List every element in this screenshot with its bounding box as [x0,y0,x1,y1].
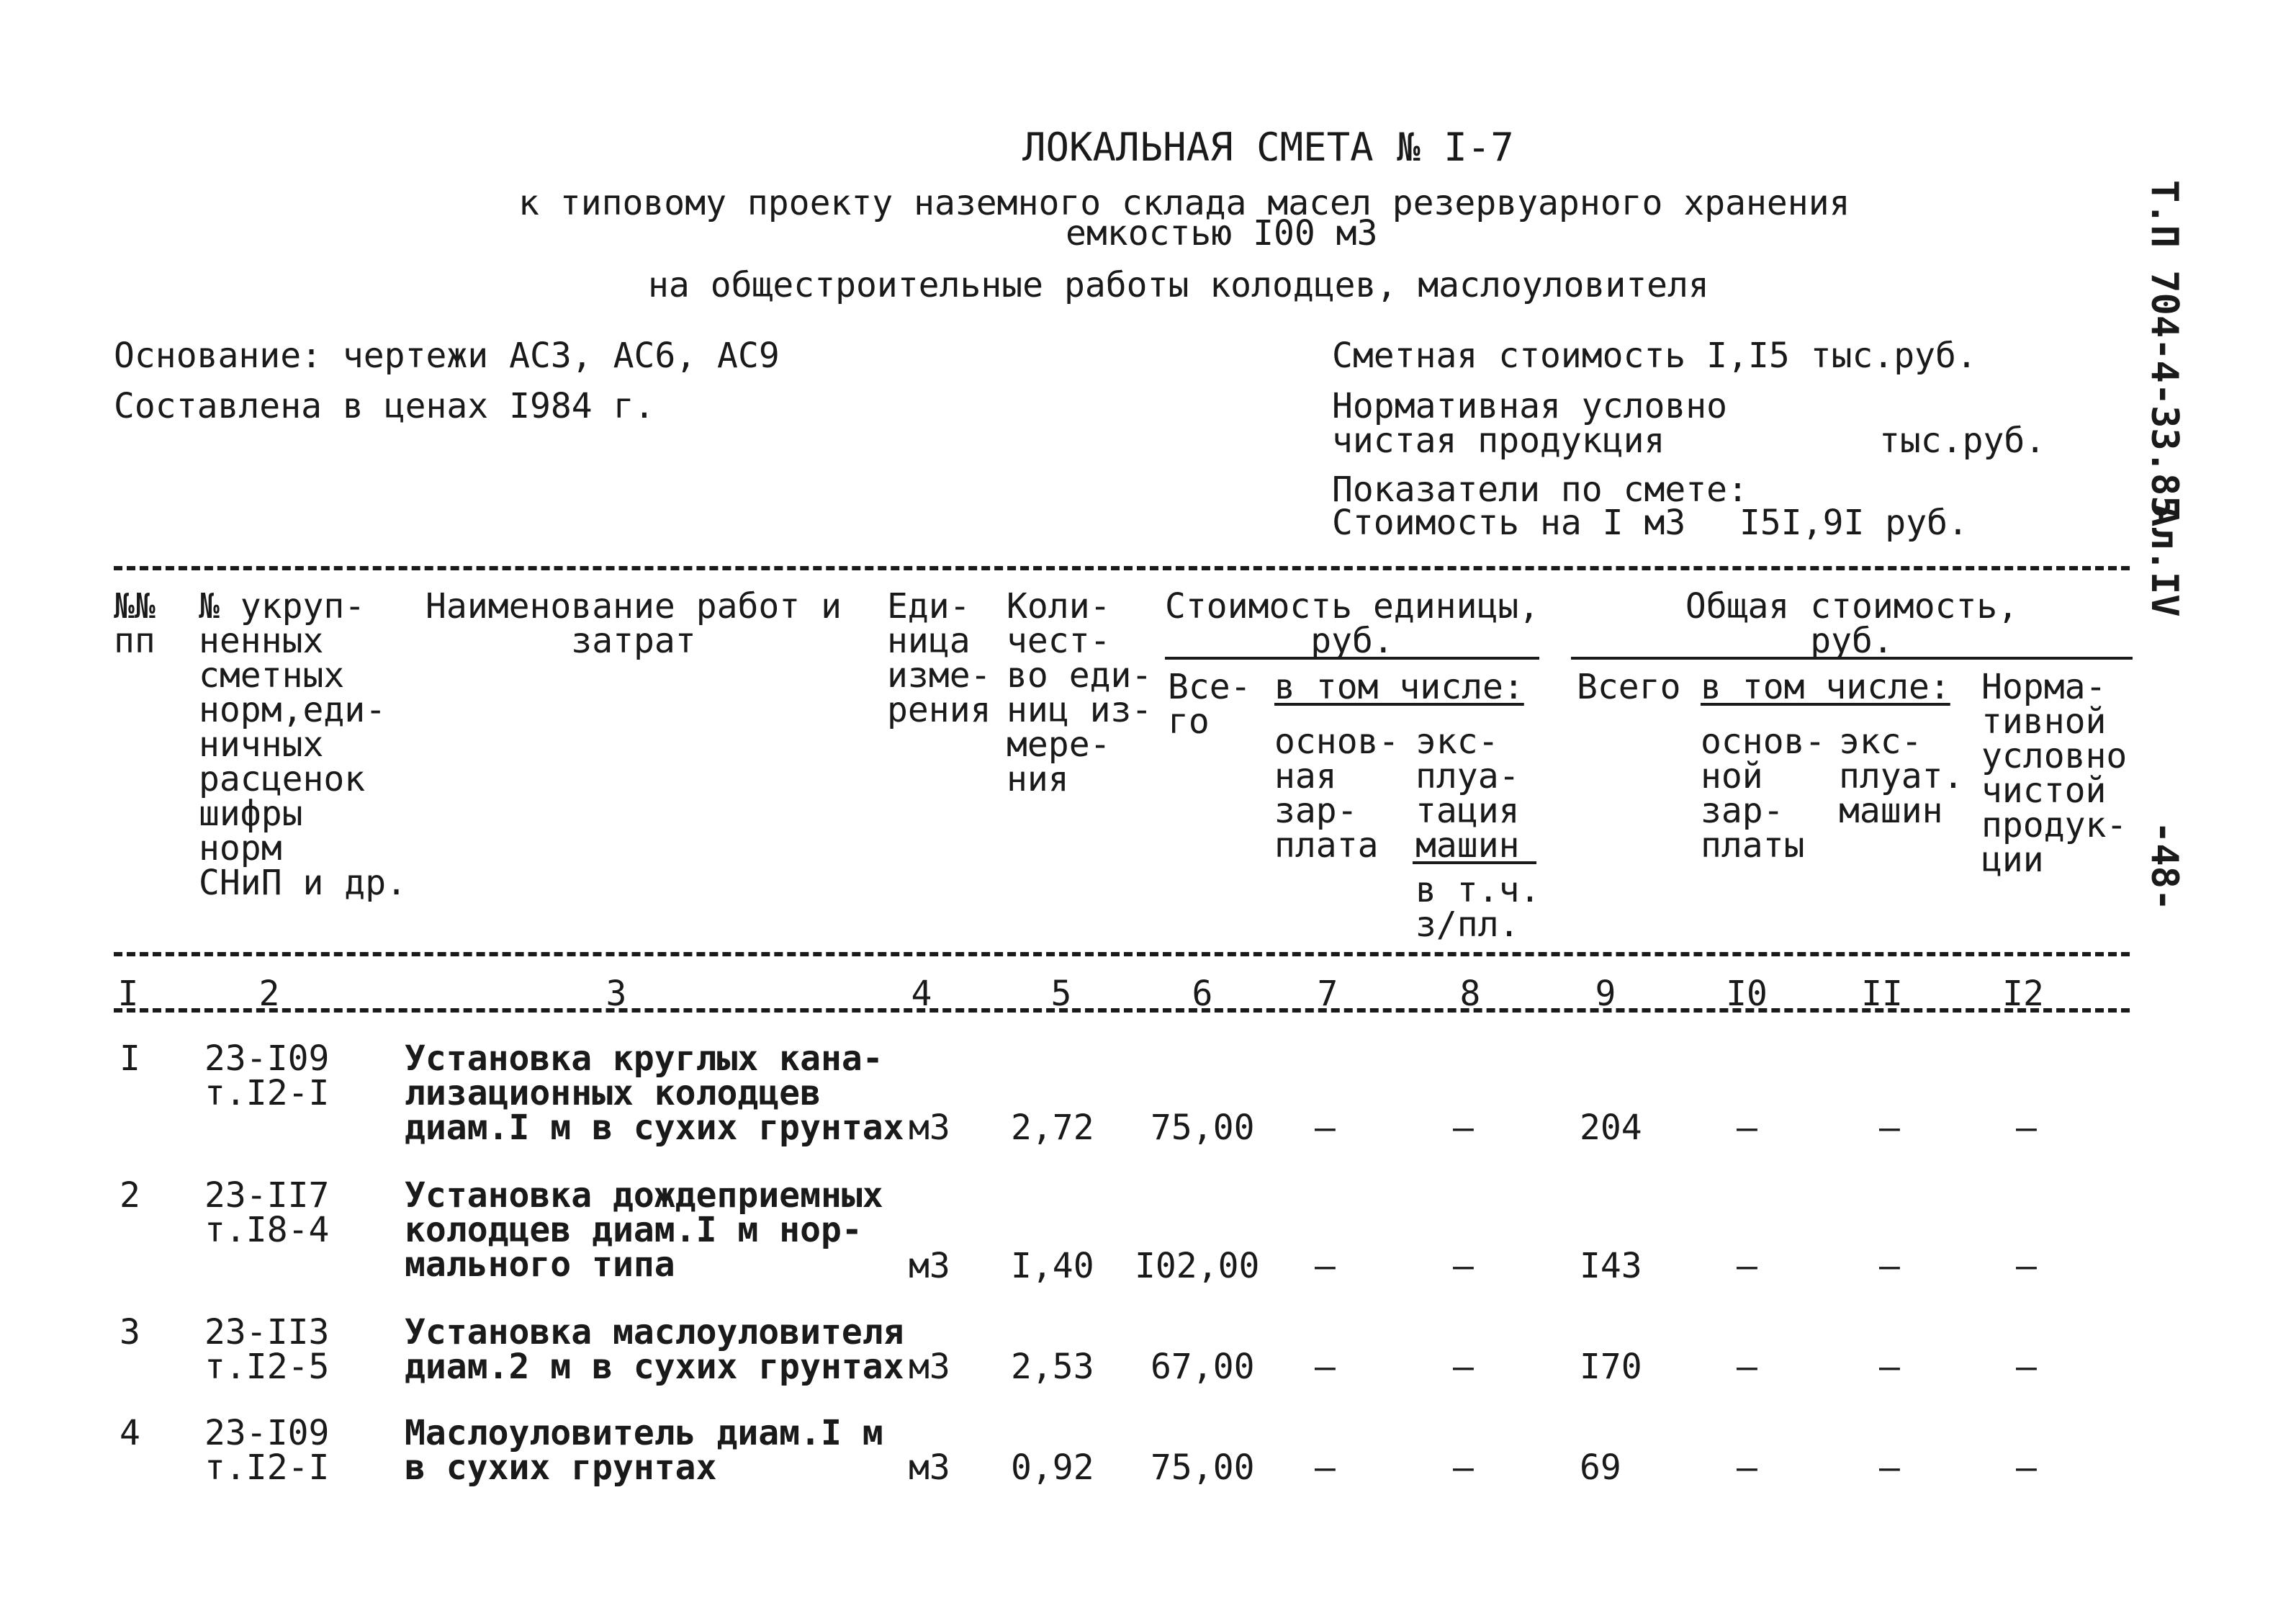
col-header-unit-machines: экс- плуа- тация машин [1415,722,1520,866]
row-code: 23-II7 т.I8-4 [204,1175,330,1250]
row-total: I70 [1580,1347,1642,1387]
col-header-code: № укруп- ненных сметных норм,еди- ничных расценок шифры норм СНиП и др. [199,586,407,903]
col-number: I [117,974,139,1014]
col-group-total-cost: Общая стоимость, [1685,586,2019,627]
row-code: 23-I09 т.I2-I [204,1038,330,1113]
unit-machines-rule [1413,861,1536,864]
row-total-wage: – [1737,1447,1757,1488]
estimated-cost: Сметная стоимость I,I5 тыс.руб. [1332,336,1977,376]
document-title: ЛОКАЛЬНАЯ СМЕТА № I-7 [1022,125,1514,170]
col-number: I0 [1726,974,1768,1014]
normative-label-2: чистая продукция [1332,421,1665,461]
col-number: I2 [2002,974,2044,1014]
col-header-total-nchp: Норма- тивной условно чистой продук- ции [1981,667,2128,880]
cost-per-label: Стоимость на I м3 [1332,503,1686,543]
row-unit-machines: – [1453,1347,1474,1387]
row-qty: 2,72 [1011,1108,1094,1148]
header-bottom-separator [114,952,2130,956]
row-unit-wage: – [1315,1246,1336,1286]
column-numbers-separator [114,1008,2130,1013]
row-unit-total: 75,00 [1151,1447,1255,1488]
row-name: Установка дождеприемных колодцев диам.I м нор- мального типа [405,1175,883,1285]
row-total: 69 [1580,1447,1621,1488]
col-header-unit-wage: основ- ная зар- плата [1274,722,1400,866]
page-number: -48- [2143,821,2186,912]
col-header-total: Всего [1577,667,1681,707]
col-header-total-machines: экс- плуат. машин [1839,722,1964,831]
col-header-unit-machines-wage: в т.ч. з/пл. [1415,870,1541,945]
row-total-machines: – [1879,1347,1900,1387]
row-name: Установка круглых кана- лизационных колодцев диам.I м в сухих грунтах [405,1038,904,1148]
row-unit: м3 [909,1108,950,1148]
row-total-nchp: – [2016,1447,2037,1488]
row-total-wage: – [1737,1347,1757,1387]
row-code: 23-II3 т.I2-5 [204,1312,330,1387]
row-total-wage: – [1737,1108,1757,1148]
row-unit-wage: – [1315,1108,1336,1148]
document-subtitle: к типовому проекту наземного склада масел резервуарного хранения [518,183,1850,223]
row-unit: м3 [909,1347,950,1387]
col-number: 3 [605,974,627,1014]
row-total-machines: – [1879,1246,1900,1286]
row-unit-total: I02,00 [1135,1246,1260,1286]
col-header-unit-total: Все- го [1168,667,1251,742]
header-top-separator [114,566,2130,570]
row-unit-total: 75,00 [1151,1108,1255,1148]
row-number: I [120,1038,140,1079]
unit-cost-group-rule [1165,657,1539,660]
row-unit: м3 [909,1246,950,1286]
normative-label-1: Нормативная условно [1332,386,1728,426]
col-number: 8 [1459,974,1481,1014]
col-group-unit-cost-currency: руб. [1310,621,1394,661]
col-number: 4 [911,974,932,1014]
col-number: 7 [1317,974,1338,1014]
row-unit-machines: – [1453,1447,1474,1488]
col-number: II [1861,974,1903,1014]
col-header-total-incl: в том числе: [1701,667,1950,707]
col-header-total-wage: основ- ной зар- платы [1701,722,1826,866]
row-total-nchp: – [2016,1347,2037,1387]
row-unit-machines: – [1453,1108,1474,1148]
row-number: 2 [120,1175,140,1216]
indicators-title: Показатели по смете: [1332,470,1748,510]
prices-line: Составлена в ценах I984 г. [114,386,655,426]
row-total-wage: – [1737,1246,1757,1286]
row-total-nchp: – [2016,1246,2037,1286]
row-unit-machines: – [1453,1246,1474,1286]
col-group-total-cost-currency: руб. [1810,621,1894,661]
album-label: Ал.IV [2143,504,2186,617]
row-unit-wage: – [1315,1347,1336,1387]
row-unit-wage: – [1315,1447,1336,1488]
cost-per-value: I5I,9I руб. [1739,503,1968,543]
document-scope: на общестроительные работы колодцев, маслоуловителя [648,265,1709,305]
col-header-qty: Коли- чест- во еди- ниц из- мере- ния [1007,586,1153,799]
total-cost-group-rule [1571,657,2133,660]
row-code: 23-I09 т.I2-I [204,1413,330,1488]
basis-line: Основание: чертежи АС3, АС6, АС9 [114,336,780,376]
col-number: 6 [1192,974,1213,1014]
col-number: 2 [258,974,280,1014]
document-subtitle-capacity: емкостью I00 м3 [1066,213,1378,253]
row-name: Маслоуловитель диам.I м в сухих грунтах [405,1413,883,1488]
row-total: 204 [1580,1108,1642,1148]
row-number: 3 [120,1312,140,1352]
row-total-machines: – [1879,1108,1900,1148]
col-number: 5 [1050,974,1072,1014]
col-number: 9 [1595,974,1616,1014]
row-qty: 2,53 [1011,1347,1094,1387]
normative-unit: тыс.руб. [1879,421,2046,461]
row-qty: I,40 [1011,1246,1094,1286]
row-name: Установка маслоуловителя диам.2 м в сухих грунтах [405,1312,904,1387]
row-number: 4 [120,1413,140,1453]
row-unit-total: 67,00 [1151,1347,1255,1387]
row-qty: 0,92 [1011,1447,1094,1488]
col-header-unit-incl: в том числе: [1274,667,1524,707]
row-unit: м3 [909,1447,950,1488]
row-total: I43 [1580,1246,1642,1286]
col-group-unit-cost: Стоимость единицы, [1165,586,1540,627]
row-total-nchp: – [2016,1108,2037,1148]
col-header-unit: Еди- ница изме- рения [887,586,991,730]
project-code-label: Т.П 704-4-33.85 [2143,180,2186,519]
row-total-machines: – [1879,1447,1900,1488]
col-header-name: Наименование работ и затрат [426,586,842,661]
col-header-number: №№ пп [114,586,156,661]
